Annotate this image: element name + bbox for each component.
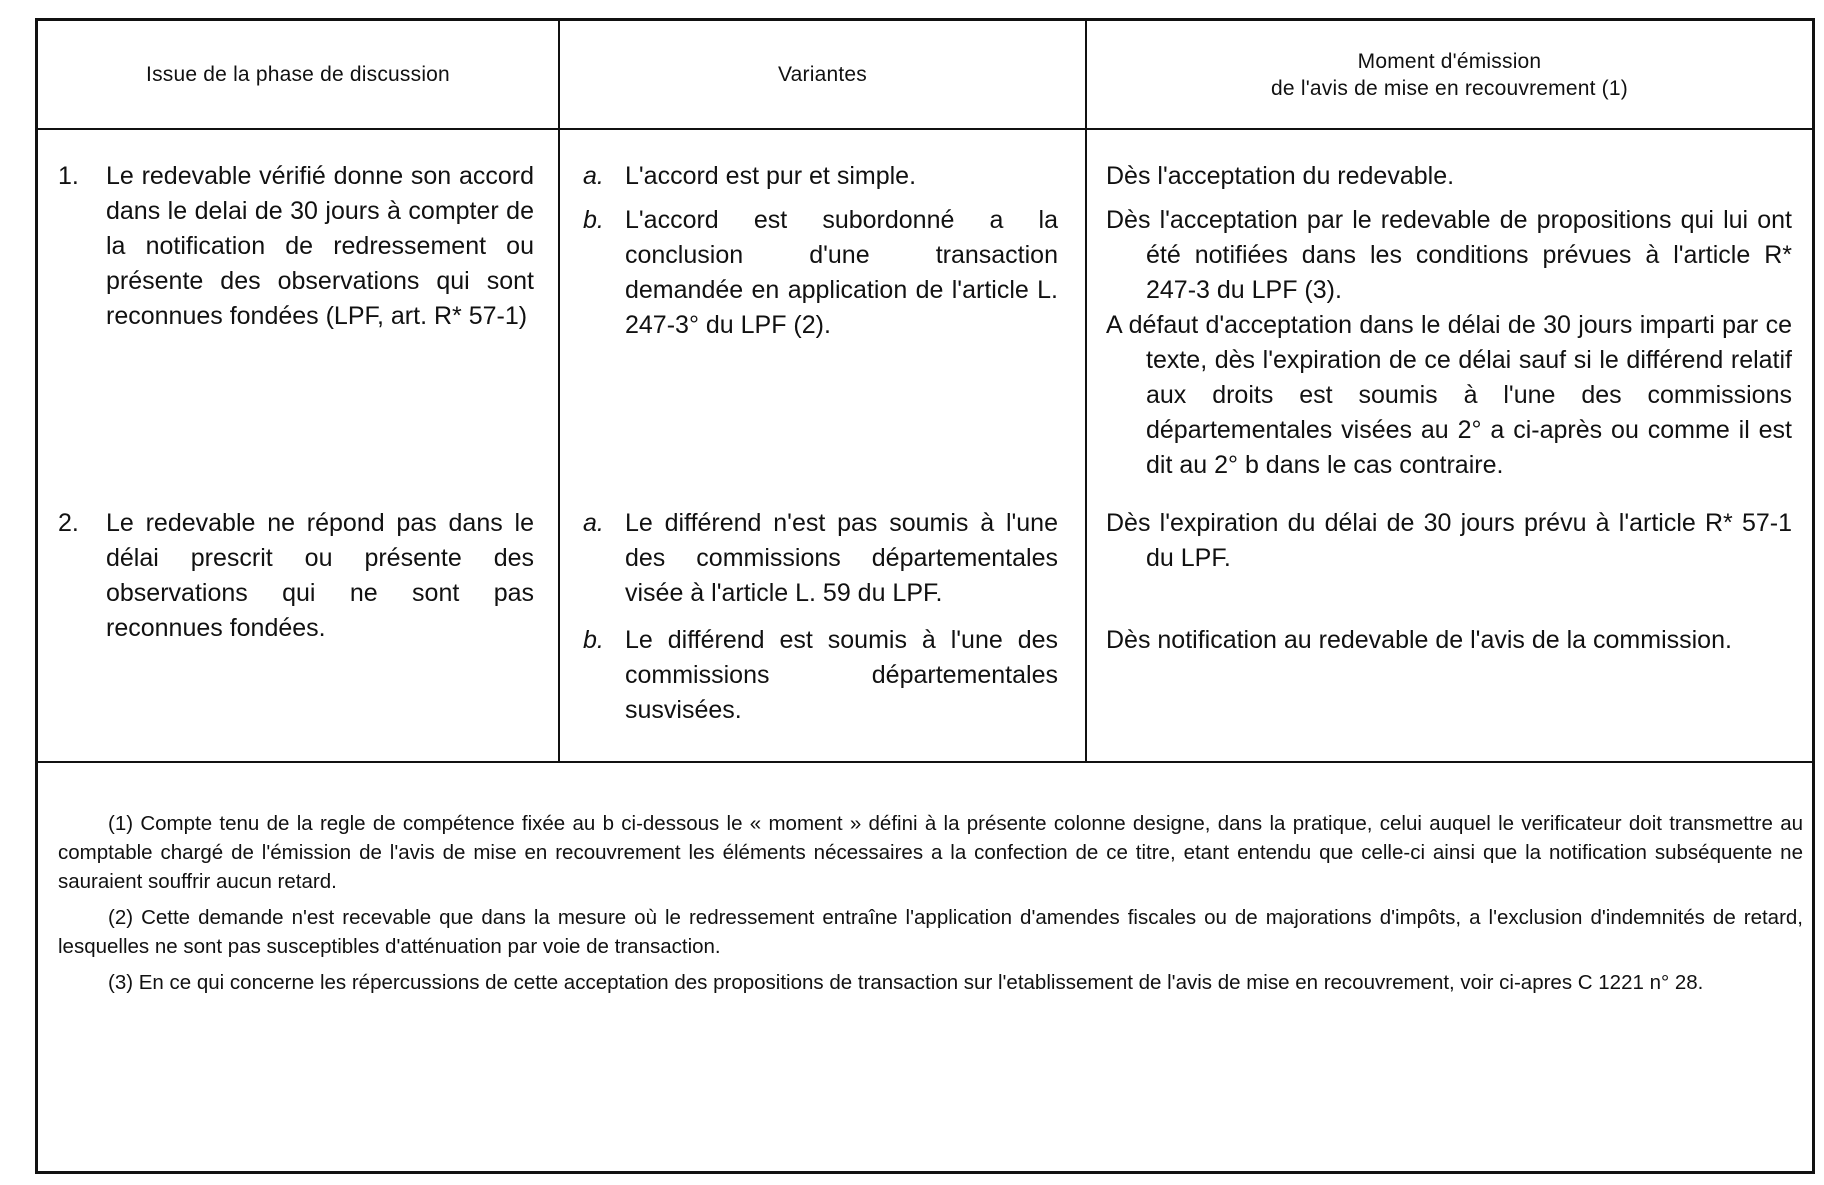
row2-variants-cell — [583, 506, 1058, 728]
row2-moment-cell — [1106, 506, 1792, 658]
row2-issue-text: Le redevable ne répond pas dans le délai prescrit ou présente des observations qui ne sont pas reconnues fondées. — [106, 509, 534, 642]
document-table — [35, 18, 1815, 1174]
header-issue — [38, 21, 558, 129]
footnote-divider — [38, 761, 1812, 763]
row1-variants-cell — [583, 159, 1058, 343]
row2-variant-b-letter: b. — [583, 626, 604, 654]
row1-moment-cell — [1106, 159, 1792, 483]
footnote-2: (2) Cette demande n'est recevable que dans la mesure où le redressement entraîne l'application d'amendes fiscales ou de majorations d'impôts, a l'exclusion d'indemnités de retard, lesquelles ne sont pas susceptibles d'atténuation par voie de transaction. — [58, 906, 1803, 958]
column-divider-1 — [558, 21, 560, 763]
footnote-3: (3) En ce qui concerne les répercussions de cette acceptation des propositions de transaction sur l'etablissement de l'avis de mise en recouvrement, voir ci-apres C 1221 n° 28. — [108, 971, 1704, 994]
row1-variant-b-text: L'accord est subordonné a la conclusion d'une transaction demandée en application de l'article L. 247-3° du LPF (2). — [625, 206, 1058, 339]
row1-moment-b1: Dès l'acceptation par le redevable de propositions qui lui ont été notifiées dans les conditions prévues à l'article R* 247-3 du LPF (3). — [1106, 206, 1792, 304]
row1-issue-text: Le redevable vérifié donne son accord dans le delai de 30 jours à compter de la notification de redressement ou présente des observations qui sont reconnues fondées (LPF, art. R* 57-1) — [106, 162, 534, 330]
row2-number: 2. — [58, 509, 79, 537]
row1-issue-cell — [58, 159, 534, 334]
row2-variant-a-letter: a. — [583, 509, 604, 537]
header-issue-label: Issue de la phase de discussion — [146, 63, 450, 86]
row2-moment-b: Dès notification au redevable de l'avis de la commission. — [1106, 626, 1732, 654]
column-divider-2 — [1085, 21, 1087, 763]
header-moment-line2: de l'avis de mise en recouvrement (1) — [1271, 77, 1628, 100]
header-variantes — [560, 21, 1085, 129]
row1-variant-b-letter: b. — [583, 206, 604, 234]
header-variantes-label: Variantes — [778, 63, 867, 86]
header-moment-line1: Moment d'émission — [1357, 50, 1542, 73]
row1-variant-a-text: L'accord est pur et simple. — [625, 162, 917, 190]
header-moment — [1087, 21, 1812, 129]
row1-variant-a-letter: a. — [583, 162, 604, 190]
row2-variant-b-text: Le différend est soumis à l'une des commissions départementales susvisées. — [625, 626, 1058, 724]
row1-moment-b2: A défaut d'acceptation dans le délai de 30 jours imparti par ce texte, dès l'expiration de ce délai sauf si le différend relatif aux droits est soumis à l'une des commissions départementales visées au 2° a ci-après ou comme il est dit au 2° b dans le cas contraire. — [1106, 311, 1792, 479]
row2-variant-a-text: Le différend n'est pas soumis à l'une des commissions départementales visée à l'article L. 59 du LPF. — [625, 509, 1058, 607]
footnote-1: (1) Compte tenu de la regle de compétence fixée au b ci-dessous le « moment » défini à la présente colonne designe, dans la pratique, celui auquel le verificateur doit transmettre au comptable chargé de l'émission de l'avis de mise en recouvrement les éléments nécessaires a la confection de ce titre, etant entendu que celle-ci ainsi que la notification subséquente ne sauraient souffrir aucun retard. — [58, 812, 1803, 893]
row1-moment-a: Dès l'acceptation du redevable. — [1106, 162, 1455, 190]
row2-moment-a: Dès l'expiration du délai de 30 jours prévu à l'article R* 57-1 du LPF. — [1106, 509, 1792, 572]
row2-issue-cell — [58, 506, 534, 646]
footnotes — [58, 809, 1803, 1004]
row1-number: 1. — [58, 162, 79, 190]
